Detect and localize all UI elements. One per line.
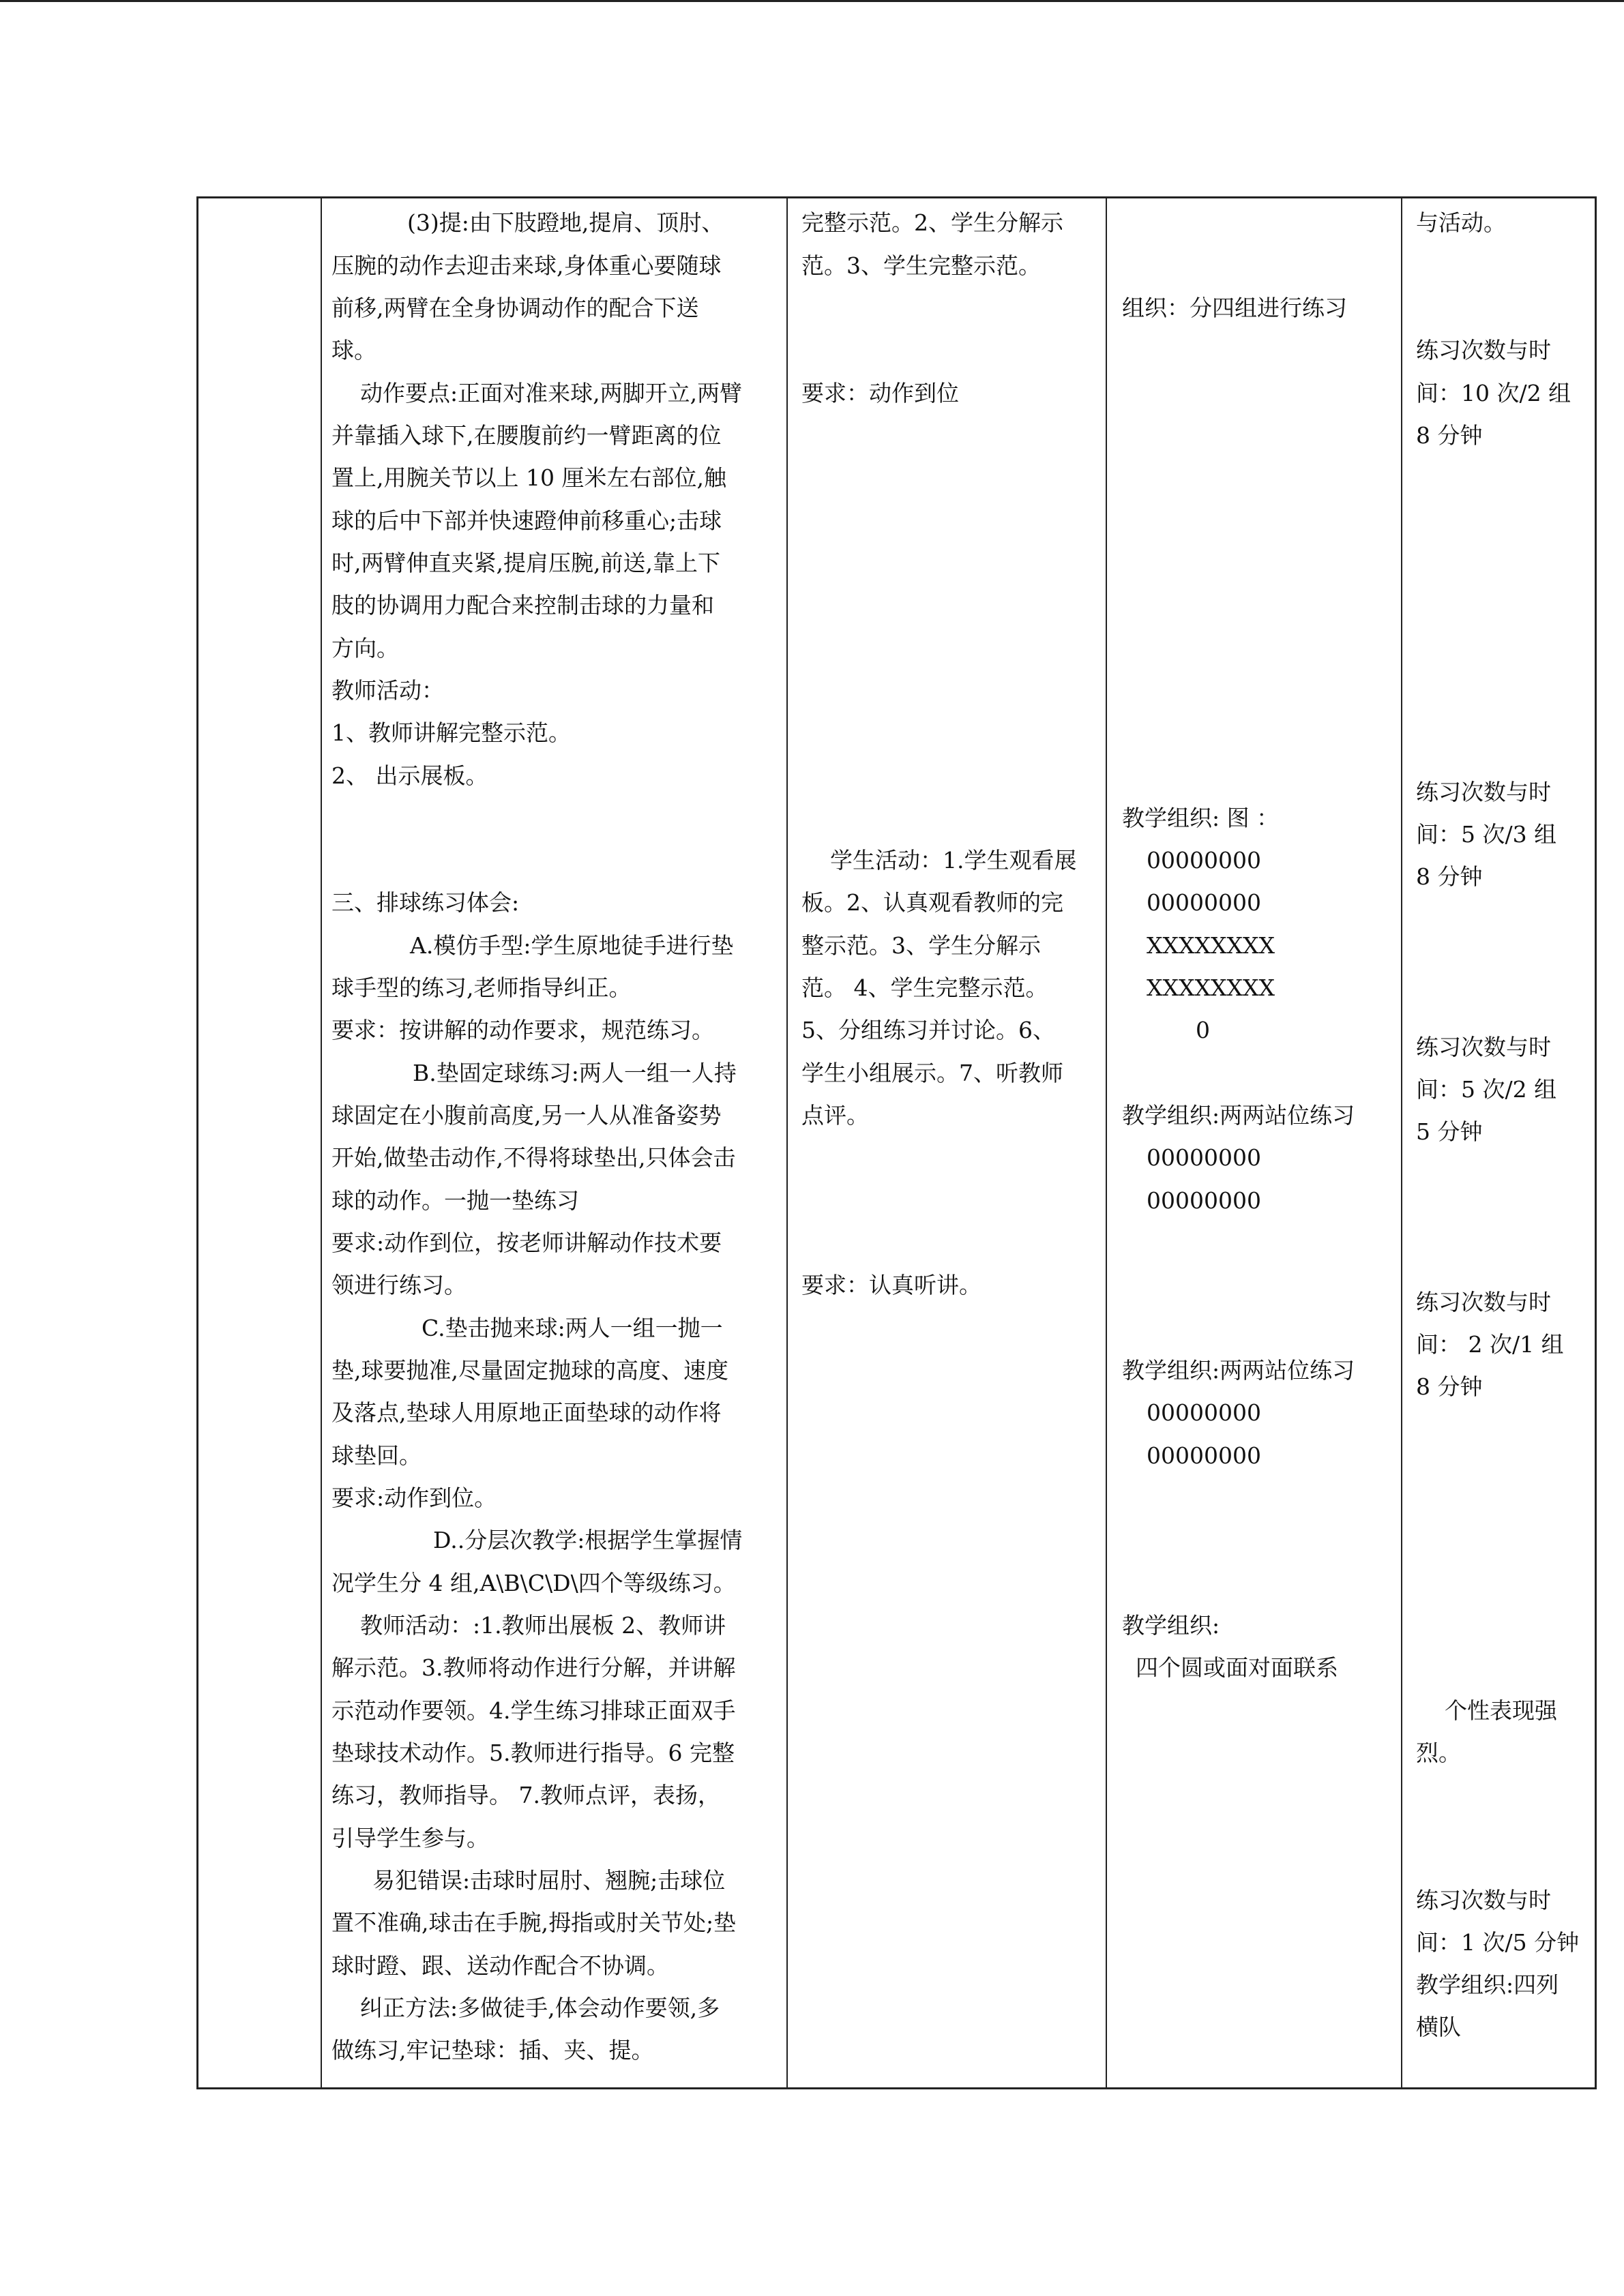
text-line: D..分层次教学:根据学生掌握情	[433, 1527, 743, 1553]
text-line: B.垫固定球练习:两人一组一人持	[413, 1060, 737, 1086]
text-line: 球时蹬、跟、送动作配合不协调。	[331, 1952, 669, 1979]
text-line: 球的动作。一抛一垫练习	[331, 1187, 579, 1214]
text-line: 8 分钟	[1416, 863, 1483, 890]
text-line: 要求：按讲解的动作要求，规范练习。	[331, 1017, 714, 1043]
text-line: 板。2、认真观看教师的完	[801, 889, 1063, 916]
text-line: 领进行练习。	[331, 1272, 467, 1298]
text-line: 1、教师讲解完整示范。	[331, 719, 571, 746]
text-line: 教学组织:四列	[1416, 1971, 1559, 1998]
text-line: 前移,两臂在全身协调动作的配合下送	[331, 295, 699, 321]
text-line: 四个圆或面对面联系	[1136, 1654, 1338, 1681]
text-line: 纠正方法:多做徒手,体会动作要领,多	[360, 1995, 720, 2021]
text-line: 练习次数与时	[1416, 337, 1551, 363]
lesson-plan-table	[196, 196, 1597, 2089]
text-line: 整示范。3、学生分解示	[801, 932, 1041, 959]
text-line: 间：10 次/2 组	[1416, 380, 1571, 406]
text-line: 置上,用腕关节以上 10 厘米左右部位,触	[331, 464, 726, 491]
text-line: 并靠插入球下,在腰腹前约一臂距离的位	[331, 422, 722, 449]
text-line: 开始,做垫击动作,不得将球垫出,只体会击	[331, 1144, 736, 1171]
text-line: 球手型的练习,老师指导纠正。	[331, 974, 632, 1001]
text-line: 要求：动作到位	[801, 380, 959, 406]
text-line: 00000000	[1147, 1187, 1261, 1214]
text-line: 2、 出示展板。	[331, 762, 488, 789]
text-line: 时,两臂伸直夹紧,提肩压腕,前送,靠上下	[331, 550, 720, 576]
text-line: 要求:动作到位，按老师讲解动作技术要	[331, 1229, 722, 1256]
text-line: 点评。	[801, 1102, 869, 1129]
text-line: 00000000	[1147, 1399, 1261, 1426]
text-line: 肢的协调用力配合来控制击球的力量和	[331, 592, 714, 618]
text-line: 教学组织: 图 ：	[1122, 805, 1280, 831]
text-line: 0	[1196, 1017, 1210, 1043]
text-line: 练习，教师指导。 7.教师点评，表扬，	[331, 1782, 720, 1808]
text-line: XXXXXXXX	[1147, 974, 1275, 1001]
text-line: 间：5 次/2 组	[1416, 1076, 1557, 1103]
text-line: 引导学生参与。	[331, 1825, 489, 1851]
text-line: 况学生分 4 组,A\B\C\D\四个等级练习。	[331, 1570, 736, 1596]
text-line: 球的后中下部并快速蹬伸前移重心;击球	[331, 507, 722, 534]
teaching-content-cell	[322, 198, 786, 2087]
student-activity-cell	[788, 198, 1106, 2087]
text-line: 范。3、学生完整示范。	[801, 252, 1041, 279]
text-line: 00000000	[1147, 1144, 1261, 1171]
text-line: 要求:动作到位。	[331, 1485, 497, 1511]
text-line: 教师活动：	[331, 677, 444, 704]
text-line: 练习次数与时	[1416, 1289, 1551, 1315]
text-line: 球。	[331, 337, 377, 363]
text-line: 烈。	[1416, 1740, 1461, 1766]
text-line: 与活动。	[1416, 209, 1506, 236]
text-line: XXXXXXXX	[1147, 932, 1275, 959]
text-line: 练习次数与时	[1416, 1034, 1551, 1060]
text-line: 练习次数与时	[1416, 1887, 1551, 1913]
text-line: 球固定在小腹前高度,另一人从准备姿势	[331, 1102, 722, 1129]
practice-notes-cell	[1402, 198, 1595, 2087]
text-line: 做练习,牢记垫球：插、夹、提。	[331, 2037, 654, 2063]
text-line: 教学组织:两两站位练习	[1122, 1102, 1355, 1129]
text-line: 垫球技术动作。5.教师进行指导。6 完整	[331, 1740, 735, 1766]
text-line: 学生小组展示。7、听教师	[801, 1060, 1063, 1086]
text-line: 范。 4、学生完整示范。	[801, 974, 1048, 1001]
text-line: 教学组织:	[1122, 1612, 1220, 1639]
page-top-rule	[0, 0, 1624, 2]
text-line: 间： 2 次/1 组	[1416, 1331, 1564, 1358]
text-line: 教师活动：:1.教师出展板 2、教师讲	[360, 1612, 726, 1639]
text-line: C.垫击抛来球:两人一组一抛一	[422, 1315, 723, 1341]
text-line: 要求：认真听讲。	[801, 1272, 981, 1298]
text-line: 解示范。3.教师将动作进行分解，并讲解	[331, 1654, 736, 1681]
text-line: 压腕的动作去迎击来球,身体重心要随球	[331, 252, 722, 279]
text-line: 组织：分四组进行练习	[1122, 295, 1347, 321]
text-line: 置不准确,球击在手腕,拇指或肘关节处;垫	[331, 1909, 737, 1936]
text-line: 8 分钟	[1416, 422, 1483, 449]
text-line: 横队	[1416, 2014, 1461, 2040]
text-line: 间：1 次/5 分钟	[1416, 1929, 1580, 1956]
text-line: 00000000	[1147, 889, 1261, 916]
text-line: A.模仿手型:学生原地徒手进行垫	[410, 932, 734, 959]
text-line: 完整示范。2、学生分解示	[801, 209, 1063, 236]
text-line: 示范动作要领。4.学生练习排球正面双手	[331, 1697, 736, 1724]
text-line: 及落点,垫球人用原地正面垫球的动作将	[331, 1399, 722, 1426]
text-line: (3)提:由下肢蹬地,提肩、顶肘、	[407, 209, 724, 236]
text-line: 练习次数与时	[1416, 779, 1551, 805]
text-line: 8 分钟	[1416, 1373, 1483, 1400]
text-line: 教学组织:两两站位练习	[1122, 1357, 1355, 1384]
text-line: 易犯错误:击球时屈肘、翘腕;击球位	[372, 1867, 726, 1894]
text-line: 方向。	[331, 635, 399, 661]
empty-first-column-cell	[198, 198, 321, 2087]
text-line: 个性表现强	[1445, 1697, 1557, 1724]
text-line: 学生活动：1.学生观看展	[830, 847, 1077, 874]
text-line: 间：5 次/3 组	[1416, 821, 1557, 848]
text-line: 5、分组练习并讨论。6、	[801, 1017, 1055, 1043]
text-line: 动作要点:正面对准来球,两脚开立,两臂	[360, 380, 743, 406]
text-line: 球垫回。	[331, 1442, 422, 1469]
organization-cell	[1107, 198, 1401, 2087]
text-line: 5 分钟	[1416, 1118, 1483, 1145]
text-line: 00000000	[1147, 847, 1261, 874]
text-line: 00000000	[1147, 1442, 1261, 1469]
text-line: 三、排球练习体会:	[331, 889, 520, 916]
text-line: 垫,球要抛准,尽量固定抛球的高度、速度	[331, 1357, 728, 1384]
